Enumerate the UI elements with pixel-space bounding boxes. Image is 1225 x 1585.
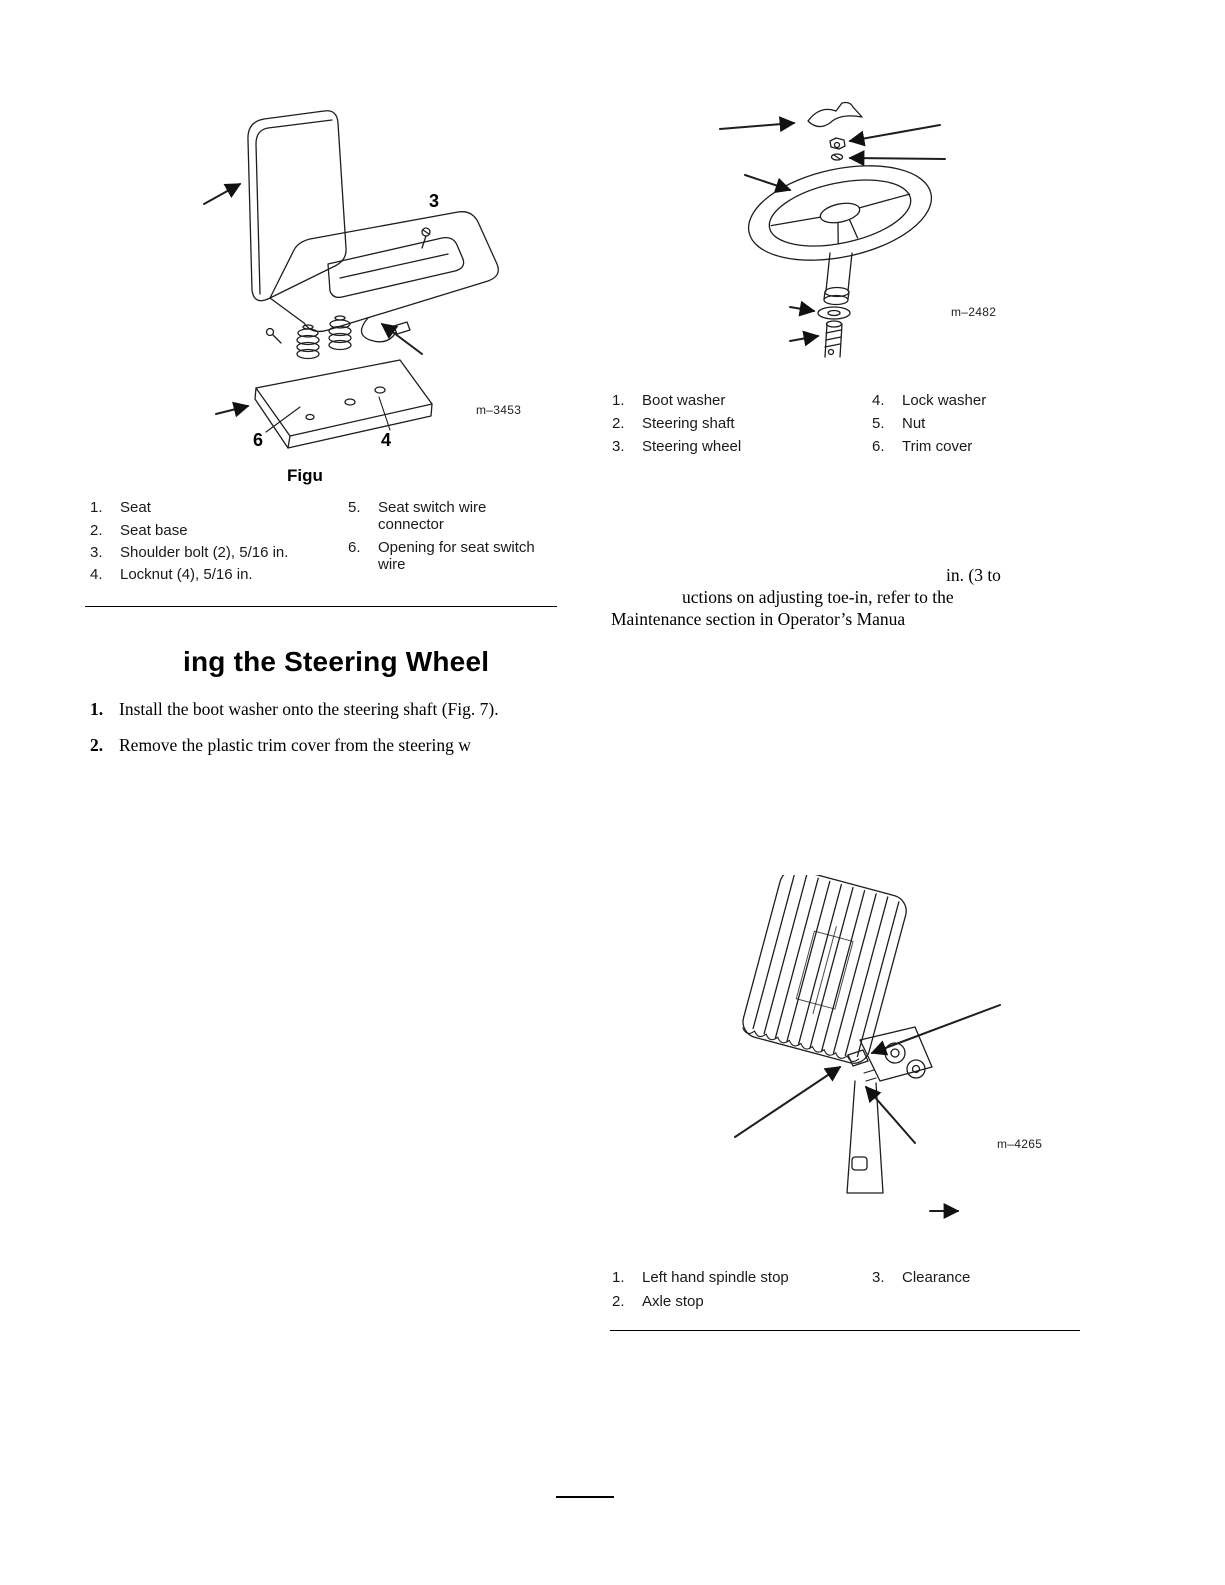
legend-num: 2. — [612, 1293, 625, 1310]
legend-num: 3. — [872, 1269, 885, 1286]
legend-num: 6. — [348, 539, 361, 556]
steering-wheel-illustration — [690, 95, 1020, 365]
legend-num: 5. — [348, 499, 361, 516]
legend-num: 4. — [872, 392, 885, 409]
legend-num: 3. — [612, 438, 625, 455]
divider-rule — [85, 606, 557, 607]
legend-text: Seat switch wire connector — [378, 499, 487, 533]
legend-item — [348, 499, 550, 533]
legend-text: Seat — [120, 499, 151, 516]
legend-text: Lock washer — [902, 392, 987, 409]
figure-steering-drawing — [690, 95, 1020, 365]
step-text: Remove the plastic trim cover from the steering w — [119, 735, 471, 755]
legend-item — [348, 539, 550, 573]
legend-num: 2. — [90, 522, 103, 539]
instruction-step — [90, 699, 560, 720]
legend-text: Axle stop — [642, 1293, 704, 1310]
step-text: Install the boot washer onto the steering shaft (Fig. 7). — [119, 699, 499, 719]
legend-num: 1. — [90, 499, 103, 516]
step-num: 1. — [90, 699, 104, 719]
legend-item — [612, 1293, 704, 1310]
steering-figure-ref: m–2482 — [951, 305, 997, 319]
legend-item — [612, 392, 725, 409]
body-text-fragment: Maintenance section in Operator’s Manua — [611, 609, 906, 629]
spindle-stop-illustration — [680, 875, 1075, 1250]
legend-item — [90, 499, 151, 516]
legend-item — [90, 566, 253, 583]
legend-text: Nut — [902, 415, 926, 432]
legend-item — [612, 438, 741, 455]
step-num: 2. — [90, 735, 104, 755]
spindle-figure-ref: m–4265 — [997, 1137, 1043, 1151]
legend-num: 1. — [612, 1269, 625, 1286]
legend-text: Seat base — [120, 522, 188, 539]
legend-text: Steering wheel — [642, 438, 742, 455]
legend-text: Trim cover — [902, 438, 973, 455]
legend-item — [612, 415, 735, 432]
legend-item — [872, 1269, 970, 1286]
legend-num: 5. — [872, 415, 885, 432]
legend-item — [872, 438, 972, 455]
divider-rule — [610, 1330, 1080, 1331]
figure-spindle-drawing — [680, 875, 1075, 1250]
legend-num: 1. — [612, 392, 625, 409]
body-text-fragment: in. (3 to — [946, 565, 1001, 585]
legend-text: Boot washer — [642, 392, 726, 409]
legend-item — [612, 1269, 789, 1286]
seat-callout-3: 3 — [429, 191, 440, 211]
legend-num: 3. — [90, 544, 103, 561]
legend-text: Steering shaft — [642, 415, 735, 432]
legend-text: Opening for seat switch wire — [378, 539, 535, 573]
seat-callout-6: 6 — [253, 430, 264, 450]
legend-num: 6. — [872, 438, 885, 455]
legend-item — [872, 415, 925, 432]
seat-figure-ref: m–3453 — [476, 403, 522, 417]
seat-figure-caption: Figu — [287, 466, 323, 485]
instruction-step — [90, 735, 560, 756]
seat-callout-4: 4 — [381, 430, 392, 450]
section-heading: ing the Steering Wheel — [183, 646, 490, 677]
legend-text: Shoulder bolt (2), 5/16 in. — [120, 544, 289, 561]
legend-item — [90, 544, 288, 561]
legend-item — [872, 392, 986, 409]
legend-text: Left hand spindle stop — [642, 1269, 789, 1286]
body-text-fragment: uctions on adjusting toe-in, refer to the — [682, 587, 954, 607]
legend-text: Clearance — [902, 1269, 971, 1286]
legend-text: Locknut (4), 5/16 in. — [120, 566, 253, 583]
legend-num: 2. — [612, 415, 625, 432]
legend-item — [90, 522, 188, 539]
footer-rule — [556, 1496, 614, 1498]
legend-num: 4. — [90, 566, 103, 583]
